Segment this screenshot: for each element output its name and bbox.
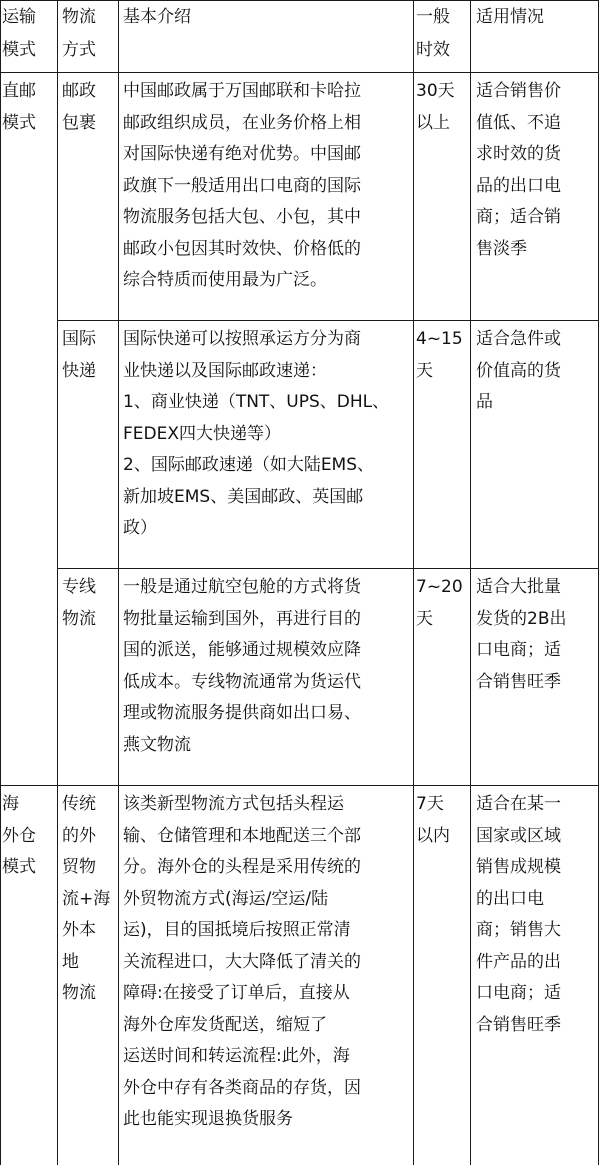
cell-applicability: 适合大批量 发货的2B出 口电商；适 合销售旺季 [476, 577, 567, 692]
header-logistics-method: 物流 方式 [62, 7, 96, 60]
cell-transport-mode: 海 外仓 模式 [2, 794, 36, 877]
column-divider-3 [413, 0, 414, 1165]
row-divider-3 [0, 785, 599, 786]
table-border-right [598, 0, 599, 1165]
header-applicability: 适用情况 [476, 7, 544, 27]
column-divider-4 [470, 0, 471, 1165]
cell-logistics-method: 专线 物流 [62, 577, 96, 629]
cell-typical-time: 7~20 天 [416, 577, 463, 629]
cell-typical-time: 30天 以上 [416, 81, 455, 133]
cell-logistics-method: 国际 快递 [62, 329, 96, 381]
header-row-divider [0, 72, 599, 73]
table-border-left [0, 0, 1, 1165]
cell-applicability: 适合急件或 价值高的货 品 [476, 329, 561, 412]
cell-basic-intro: 国际快递可以按照承运方分为商 业快递以及国际邮政速递： 1、商业快递（TNT、UPS、DHL、 FEDEX四大快递等） 2、国际邮政速递（如大陆EMS、 新加坡EMS、美国邮政、英国邮 政） [123, 329, 390, 538]
row-divider-1 [57, 320, 599, 321]
header-transport-mode: 运输 模式 [2, 7, 36, 60]
cell-logistics-method: 传统 的外 贸物 流+海 外本 地 物流 [62, 794, 111, 1003]
row-divider-2 [57, 568, 599, 569]
column-divider-1 [57, 0, 58, 1165]
header-basic-intro: 基本介绍 [123, 7, 191, 27]
cell-logistics-method: 邮政 包裹 [62, 81, 96, 133]
cell-typical-time: 7天 以内 [416, 794, 450, 846]
cell-basic-intro: 一般是通过航空包舱的方式将货 物批量运输到国外，再进行目的 国的派送，能够通过规模效应降 低成本。专线物流通常为货运代 理或物流服务提供商如出口易、 燕文物流 [123, 577, 361, 755]
header-typical-time: 一般 时效 [416, 7, 450, 60]
cell-typical-time: 4~15 天 [416, 329, 463, 381]
cell-applicability: 适合销售价 值低、不追 求时效的货 品的出口电 商；适合销 售淡季 [476, 81, 561, 259]
column-divider-2 [118, 0, 119, 1165]
cell-transport-mode: 直邮 模式 [2, 81, 36, 133]
cell-basic-intro: 该类新型物流方式包括头程运 输、仓储管理和本地配送三个部 分。海外仓的头程是采用传统的 外贸物流方式(海运/空运/陆 运)，目的国抵境后按照正常清 关流程进口，大大降低了清关的 障碍:在接受了订单后，直接从 海外仓库发货配送，缩短了 运送时间和转运流程:此外，海 外仓中存有各类商品的存货，因 此也能实现退换货服务 [123, 794, 361, 1129]
cell-applicability: 适合在某一 国家或区域 销售成规模 的出口电 商；销售大 件产品的出 口电商；适 合销售旺季 [476, 794, 561, 1035]
cell-basic-intro: 中国邮政属于万国邮联和卡哈拉 邮政组织成员，在业务价格上相 对国际快递有绝对优势。中国邮 政旗下一般适用出口电商的国际 物流服务包括大包、小包，其中 邮政小包因其时效快、价格低的 综合特质而使用最为广泛。 [123, 81, 361, 290]
